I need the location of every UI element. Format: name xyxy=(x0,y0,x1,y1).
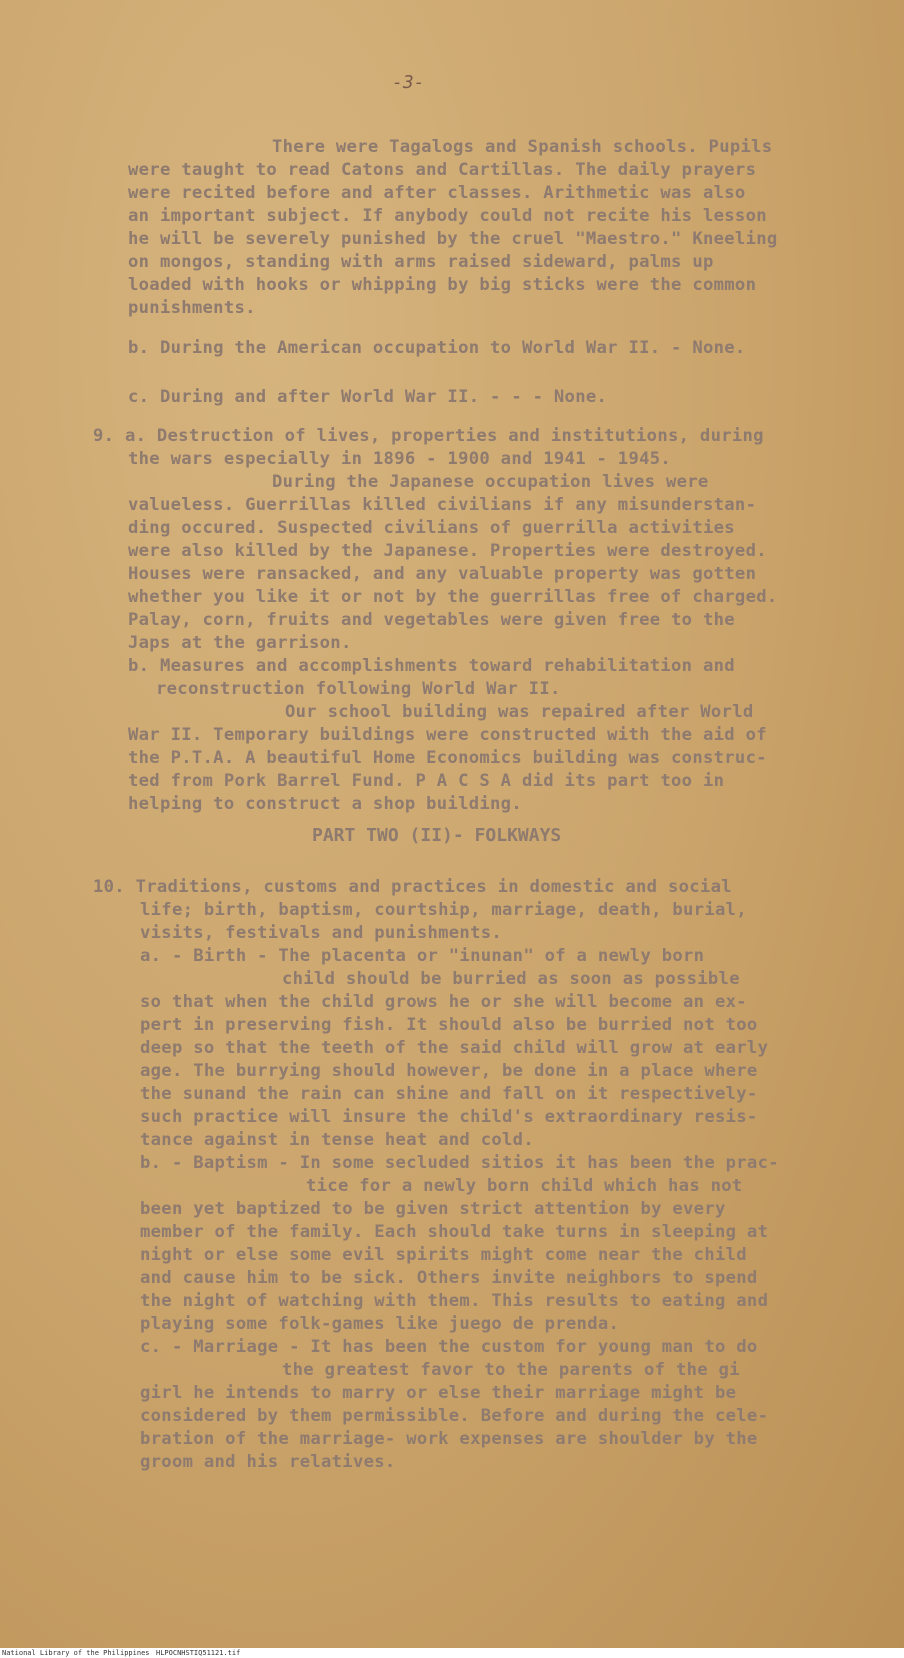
text-line: visits, festivals and punishments. xyxy=(140,923,503,943)
text-line: punishments. xyxy=(128,298,256,318)
text-line: member of the family. Each should take turns in sleeping at xyxy=(140,1222,769,1242)
item-c-after-war: c. During and after World War II. - - - None. xyxy=(128,387,608,407)
text-line: During the Japanese occupation lives were xyxy=(272,472,709,492)
text-line: such practice will insure the child's extraordinary resis- xyxy=(140,1107,758,1127)
text-line: There were Tagalogs and Spanish schools. Pupils xyxy=(272,137,773,157)
footer-filename: HLPOCNHSTIQ51121.tif xyxy=(156,1649,241,1657)
footer-source: National Library of the Philippines xyxy=(2,1649,150,1657)
text-line: considered by them permissible. Before and during the cele- xyxy=(140,1406,769,1426)
text-line: helping to construct a shop building. xyxy=(128,794,522,814)
text-line: so that when the child grows he or she will become an ex- xyxy=(140,992,747,1012)
item-b-american-occupation: b. During the American occupation to World War II. - None. xyxy=(128,338,746,358)
text-line: pert in preserving fish. It should also be burried not too xyxy=(140,1015,758,1035)
text-line: Palay, corn, fruits and vegetables were given free to the xyxy=(128,610,735,630)
text-line: the greatest favor to the parents of the gi xyxy=(282,1360,740,1380)
text-line: were also killed by the Japanese. Properties were destroyed. xyxy=(128,541,767,561)
text-line: he will be severely punished by the cruel "Maestro." Kneeling xyxy=(128,229,778,249)
text-line: groom and his relatives. xyxy=(140,1452,396,1472)
text-line: 10. Traditions, customs and practices in domestic and social xyxy=(93,877,732,897)
text-line: c. - Marriage - It has been the custom for young man to do xyxy=(140,1337,758,1357)
text-line: the sunand the rain can shine and fall on it respectively- xyxy=(140,1084,758,1104)
part-two-heading: PART TWO (II)- FOLKWAYS xyxy=(312,825,562,846)
text-line: War II. Temporary buildings were constructed with the aid of xyxy=(128,725,767,745)
text-line: and cause him to be sick. Others invite neighbors to spend xyxy=(140,1268,758,1288)
text-line: b. Measures and accomplishments toward rehabilitation and xyxy=(128,656,735,676)
text-line: a. - Birth - The placenta or "inunan" of a newly born xyxy=(140,946,705,966)
text-line: been yet baptized to be given strict attention by every xyxy=(140,1199,726,1219)
text-line: tance against in tense heat and cold. xyxy=(140,1130,534,1150)
text-line: ted from Pork Barrel Fund. P A C S A did its part too in xyxy=(128,771,725,791)
text-line: were recited before and after classes. Arithmetic was also xyxy=(128,183,746,203)
scan-footer xyxy=(0,1648,904,1658)
text-line: an important subject. If anybody could not recite his lesson xyxy=(128,206,767,226)
text-line: ding occured. Suspected civilians of guerrilla activities xyxy=(128,518,735,538)
text-line: the wars especially in 1896 - 1900 and 1941 - 1945. xyxy=(128,449,672,469)
text-line: deep so that the teeth of the said child will grow at early xyxy=(140,1038,769,1058)
text-line: bration of the marriage- work expenses are shoulder by the xyxy=(140,1429,758,1449)
text-line: whether you like it or not by the guerrillas free of charged. xyxy=(128,587,778,607)
text-line: were taught to read Catons and Cartillas. The daily prayers xyxy=(128,160,757,180)
text-line: b. - Baptism - In some secluded sitios it has been the prac- xyxy=(140,1153,779,1173)
text-line: age. The burrying should however, be done in a place where xyxy=(140,1061,758,1081)
text-line: night or else some evil spirits might come near the child xyxy=(140,1245,747,1265)
text-line: child should be burried as soon as possible xyxy=(282,969,740,989)
text-line: tice for a newly born child which has not xyxy=(306,1176,743,1196)
text-line: the P.T.A. A beautiful Home Economics building was construc- xyxy=(128,748,767,768)
text-line: playing some folk-games like juego de prenda. xyxy=(140,1314,620,1334)
text-line: reconstruction following World War II. xyxy=(156,679,561,699)
text-line: the night of watching with them. This results to eating and xyxy=(140,1291,769,1311)
text-line: Our school building was repaired after World xyxy=(285,702,754,722)
text-line: Japs at the garrison. xyxy=(128,633,352,653)
text-line: life; birth, baptism, courtship, marriage, death, burial, xyxy=(140,900,747,920)
text-line: 9. a. Destruction of lives, properties and institutions, during xyxy=(93,426,764,446)
text-line: Houses were ransacked, and any valuable property was gotten xyxy=(128,564,757,584)
text-line: valueless. Guerrillas killed civilians if any misunderstan- xyxy=(128,495,757,515)
text-line: girl he intends to marry or else their marriage might be xyxy=(140,1383,737,1403)
text-line: on mongos, standing with arms raised sideward, palms up xyxy=(128,252,714,272)
page-number: -3- xyxy=(392,72,425,93)
text-line: loaded with hooks or whipping by big sticks were the common xyxy=(128,275,757,295)
